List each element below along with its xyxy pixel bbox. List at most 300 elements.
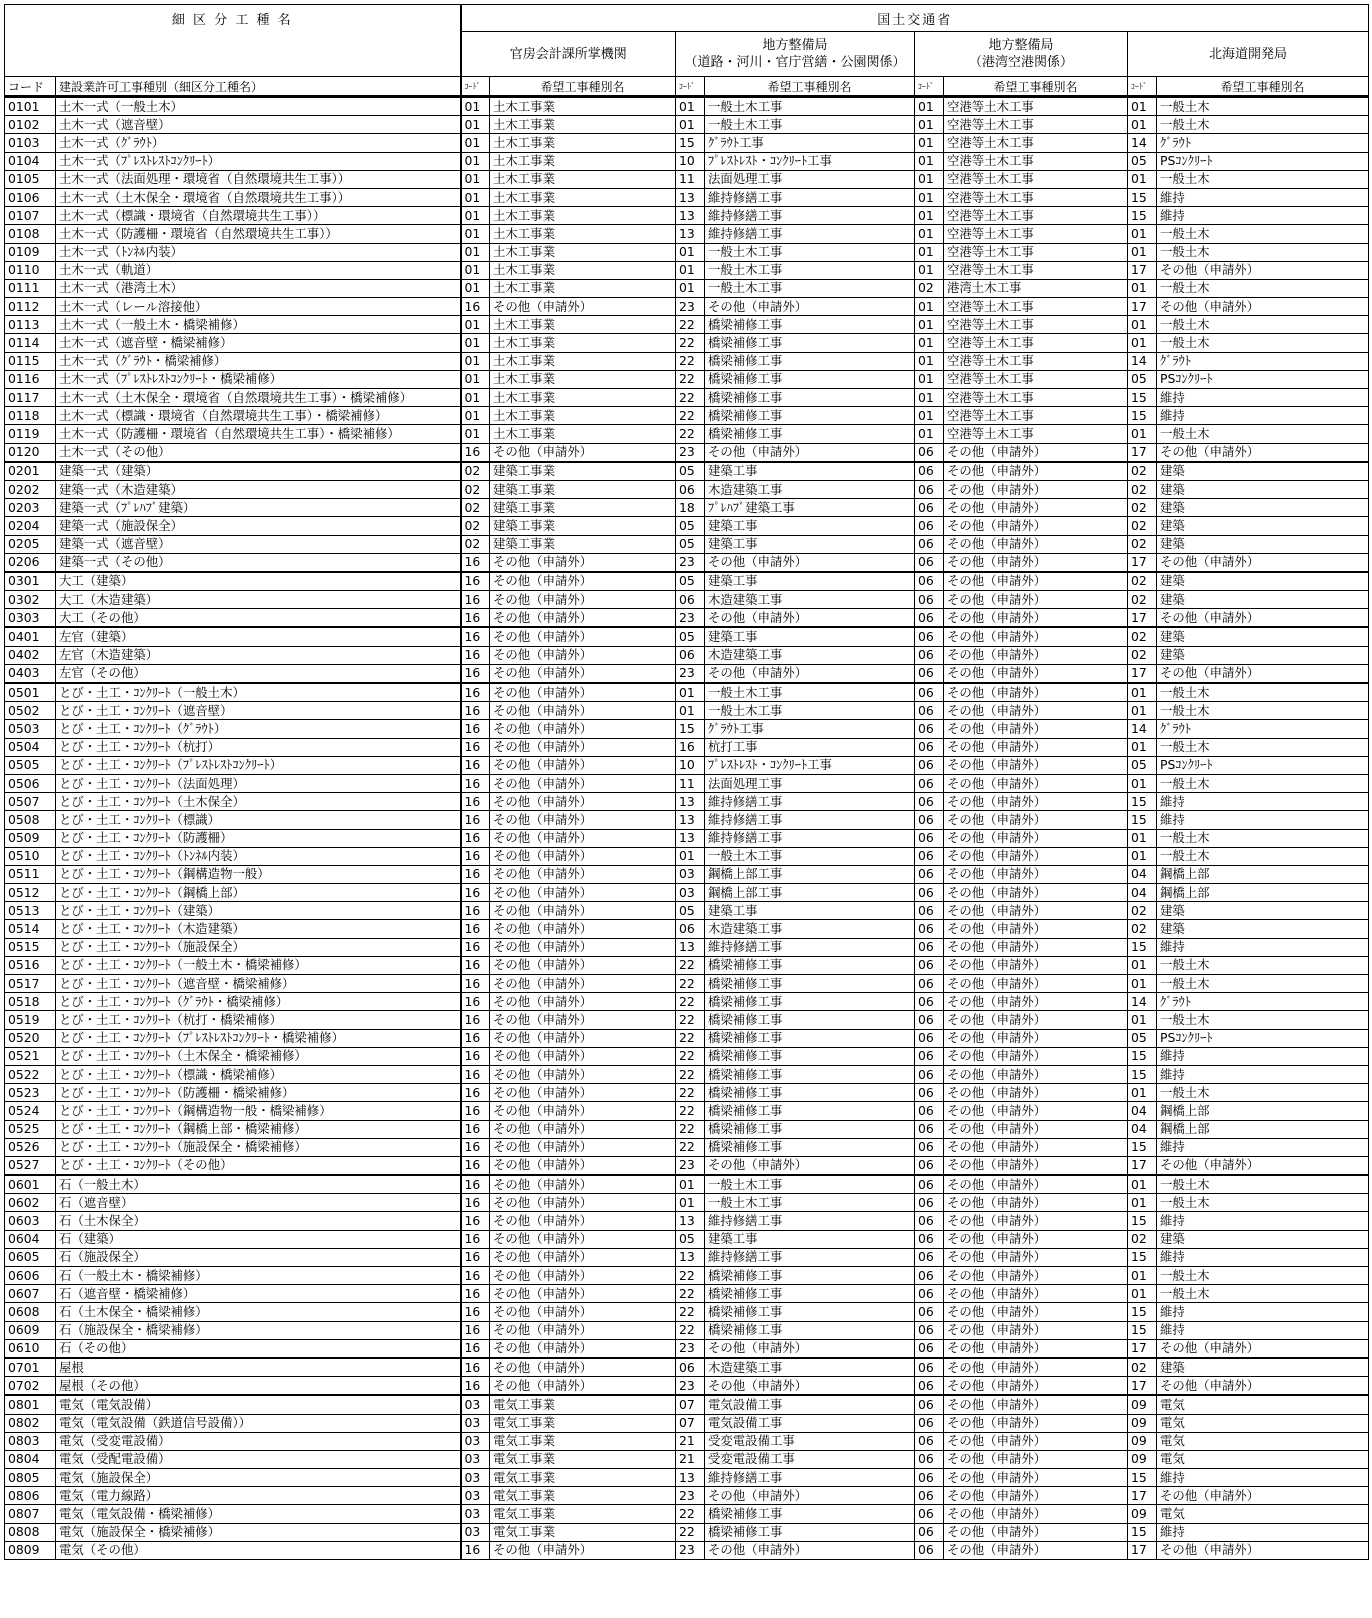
kanbo-name: その他（申請外） [490,1377,676,1396]
kanbo-name: その他（申請外） [490,1267,676,1285]
row-type: 建築一式（遮音壁） [56,535,461,553]
row-code: 0520 [5,1029,56,1047]
row-code: 0802 [5,1414,56,1432]
chihou-code: 13 [676,188,705,206]
hokkaido-name: 一般土木 [1157,170,1369,188]
port-name: その他（申請外） [944,664,1128,683]
row-code: 0501 [5,683,56,702]
hokkaido-code: 01 [1128,243,1157,261]
row-type: 土木一式（港湾土木） [56,279,461,297]
row-code: 0206 [5,553,56,572]
hokkaido-name: ｸﾞﾗｳﾄ [1157,993,1369,1011]
port-code: 06 [915,1084,944,1102]
row-code: 0806 [5,1487,56,1505]
table-row [5,1248,1369,1266]
row-code: 0805 [5,1469,56,1487]
kanbo-code: 16 [461,829,490,847]
chihou-code: 01 [676,97,705,116]
hokkaido-code: 05 [1128,152,1157,170]
group-header-kanbo: 官房会計課所掌機関 [461,32,676,77]
port-code: 06 [915,664,944,683]
port-name: その他（申請外） [944,627,1128,646]
port-name: その他（申請外） [944,1469,1128,1487]
chihou-name: 維持修繕工事 [705,1212,915,1230]
port-name: 空港等土木工事 [944,116,1128,134]
port-code: 06 [915,774,944,792]
hokkaido-code: 17 [1128,443,1157,462]
port-code: 01 [915,97,944,116]
hokkaido-code: 17 [1128,1156,1157,1175]
chihou-code: 22 [676,425,705,443]
hokkaido-code: 02 [1128,480,1157,498]
chihou-code: 05 [676,627,705,646]
hokkaido-name: 維持 [1157,1065,1369,1083]
hokkaido-name: 建築 [1157,535,1369,553]
kanbo-name: その他（申請外） [490,993,676,1011]
hokkaido-code: 01 [1128,975,1157,993]
kanbo-name: その他（申請外） [490,865,676,883]
port-code: 02 [915,279,944,297]
table-row [5,847,1369,865]
kanbo-code: 16 [461,1248,490,1266]
chihou-name: 橋梁補修工事 [705,1029,915,1047]
row-code: 0512 [5,884,56,902]
hokkaido-name: その他（申請外） [1157,664,1369,683]
hokkaido-name: 一般土木 [1157,1267,1369,1285]
port-code: 06 [915,517,944,535]
table-row [5,646,1369,664]
chihou-name: その他（申請外） [705,664,915,683]
chihou-code: 01 [676,279,705,297]
group-header-hokkaido: 北海道開発局 [1128,32,1369,77]
kanbo-code: 16 [461,811,490,829]
hokkaido-code: 05 [1128,370,1157,388]
kanbo-name: 土木工事業 [490,188,676,206]
port-name: 空港等土木工事 [944,261,1128,279]
hokkaido-code: 02 [1128,1358,1157,1377]
table-row [5,720,1369,738]
row-code: 0804 [5,1450,56,1468]
kanbo-name: 電気工事業 [490,1414,676,1432]
row-type: 土木一式（遮音壁） [56,116,461,134]
row-code: 0808 [5,1523,56,1541]
port-code: 01 [915,170,944,188]
port-name: その他（申請外） [944,756,1128,774]
table-row [5,134,1369,152]
kanbo-name: その他（申請外） [490,774,676,792]
port-code: 06 [915,499,944,517]
port-code: 06 [915,627,944,646]
port-code: 06 [915,1065,944,1083]
kanbo-name: 電気工事業 [490,1487,676,1505]
chihou-name: その他（申請外） [705,298,915,316]
row-type: 電気（施設保全・橋梁補修） [56,1523,461,1541]
hokkaido-code: 09 [1128,1414,1157,1432]
table-row [5,1432,1369,1450]
chihou-code: 23 [676,664,705,683]
kanbo-code: 16 [461,609,490,628]
table-row [5,389,1369,407]
row-type: とび・土工・ｺﾝｸﾘｰﾄ（標識・橋梁補修） [56,1065,461,1083]
hokkaido-name: 維持 [1157,1212,1369,1230]
port-name: その他（申請外） [944,1285,1128,1303]
chihou-code: 01 [676,847,705,865]
row-code: 0203 [5,499,56,517]
table-row [5,793,1369,811]
hokkaido-code: 17 [1128,1541,1157,1559]
table-row [5,443,1369,462]
hokkaido-name: その他（申請外） [1157,1339,1369,1358]
port-code: 06 [915,1414,944,1432]
hokkaido-code: 02 [1128,572,1157,591]
chihou-code: 13 [676,1248,705,1266]
table-row [5,1285,1369,1303]
kanbo-code: 16 [461,627,490,646]
port-code: 01 [915,188,944,206]
row-code: 0701 [5,1358,56,1377]
chihou-name: 維持修繕工事 [705,207,915,225]
hokkaido-code: 01 [1128,316,1157,334]
hokkaido-code: 15 [1128,1212,1157,1230]
table-row [5,261,1369,279]
row-type: 電気（電力線路） [56,1487,461,1505]
hokkaido-name: 建築 [1157,902,1369,920]
chihou-name: 一般土木工事 [705,279,915,297]
port-code: 01 [915,407,944,425]
kanbo-code: 16 [461,553,490,572]
port-name: 空港等土木工事 [944,97,1128,116]
chihou-name: 木造建築工事 [705,920,915,938]
kanbo-name: 土木工事業 [490,425,676,443]
row-code: 0102 [5,116,56,134]
table-row [5,116,1369,134]
hokkaido-name: その他（申請外） [1157,553,1369,572]
port-code: 06 [915,938,944,956]
kanbo-code: 01 [461,152,490,170]
hokkaido-name: 電気 [1157,1505,1369,1523]
kanbo-name: 建築工事業 [490,480,676,498]
port-code: 06 [915,1138,944,1156]
kanbo-name: 土木工事業 [490,243,676,261]
table-row [5,334,1369,352]
kanbo-code: 03 [461,1487,490,1505]
row-code: 0526 [5,1138,56,1156]
kanbo-name: その他（申請外） [490,572,676,591]
hokkaido-code: 02 [1128,627,1157,646]
port-code: 06 [915,975,944,993]
row-code: 0105 [5,170,56,188]
chihou-code: 11 [676,170,705,188]
kanbo-code: 16 [461,1321,490,1339]
port-code: 01 [915,134,944,152]
kanbo-name: その他（申請外） [490,298,676,316]
port-name: その他（申請外） [944,793,1128,811]
chihou-code: 22 [676,1138,705,1156]
kanbo-code: 01 [461,389,490,407]
kanbo-code: 01 [461,243,490,261]
hokkaido-name: その他（申請外） [1157,1541,1369,1559]
row-code: 0514 [5,920,56,938]
row-code: 0601 [5,1175,56,1194]
hokkaido-code: 15 [1128,1303,1157,1321]
row-code: 0403 [5,664,56,683]
table-row [5,517,1369,535]
kanbo-code: 16 [461,1084,490,1102]
row-code: 0504 [5,738,56,756]
chihou-name: 維持修繕工事 [705,793,915,811]
kanbo-code: 16 [461,938,490,956]
kanbo-name: その他（申請外） [490,702,676,720]
port-code: 06 [915,1395,944,1414]
port-name: その他（申請外） [944,1065,1128,1083]
chihou-name: 維持修繕工事 [705,1248,915,1266]
kanbo-code: 01 [461,225,490,243]
kanbo-code: 16 [461,738,490,756]
table-row [5,920,1369,938]
kanbo-code: 02 [461,535,490,553]
chihou-name: 橋梁補修工事 [705,1285,915,1303]
row-type: 石（建築） [56,1230,461,1248]
chihou-name: 電気設備工事 [705,1395,915,1414]
hokkaido-name: その他（申請外） [1157,261,1369,279]
port-name: その他（申請外） [944,1029,1128,1047]
port-name: その他（申請外） [944,847,1128,865]
hokkaido-code: 05 [1128,1029,1157,1047]
chihou-name: 橋梁補修工事 [705,316,915,334]
row-code: 0510 [5,847,56,865]
chihou-code: 13 [676,811,705,829]
row-type: とび・土工・ｺﾝｸﾘｰﾄ（鋼構造物一般・橋梁補修） [56,1102,461,1120]
port-name: その他（申請外） [944,993,1128,1011]
port-name: その他（申請外） [944,884,1128,902]
port-name: その他（申請外） [944,920,1128,938]
table-row [5,683,1369,702]
kanbo-name: 電気工事業 [490,1395,676,1414]
row-type: とび・土工・ｺﾝｸﾘｰﾄ（土木保全） [56,793,461,811]
port-code: 01 [915,152,944,170]
port-code: 06 [915,1230,944,1248]
row-type: とび・土工・ｺﾝｸﾘｰﾄ（木造建築） [56,920,461,938]
chihou-code: 07 [676,1395,705,1414]
hokkaido-code: 17 [1128,553,1157,572]
chihou-code: 22 [676,1285,705,1303]
kanbo-code: 16 [461,1377,490,1396]
kanbo-name: その他（申請外） [490,975,676,993]
row-type: とび・土工・ｺﾝｸﾘｰﾄ（ｸﾞﾗｳﾄ・橋梁補修） [56,993,461,1011]
kanbo-name: 土木工事業 [490,316,676,334]
ministry-title: 国土交通省 [461,5,1369,32]
row-type: 土木一式（レール溶接他） [56,298,461,316]
hokkaido-name: 一般土木 [1157,1285,1369,1303]
chihou-name: 橋梁補修工事 [705,1321,915,1339]
row-code: 0521 [5,1047,56,1065]
kanbo-name: 電気工事業 [490,1450,676,1468]
kanbo-code: 01 [461,279,490,297]
chihou-code: 01 [676,261,705,279]
kanbo-name: その他（申請外） [490,443,676,462]
kanbo-code: 01 [461,188,490,206]
chihou-code: 01 [676,683,705,702]
port-name: その他（申請外） [944,702,1128,720]
chihou-code: 23 [676,1541,705,1559]
hokkaido-code: 01 [1128,1267,1157,1285]
hokkaido-name: 鋼橋上部 [1157,884,1369,902]
table-row [5,188,1369,206]
port-code: 06 [915,1248,944,1266]
chihou-name: 一般土木工事 [705,702,915,720]
row-code: 0103 [5,134,56,152]
port-name: その他（申請外） [944,1450,1128,1468]
hokkaido-code: 15 [1128,207,1157,225]
row-code: 0610 [5,1339,56,1358]
table-row [5,370,1369,388]
row-type: 土木一式（法面処理・環境省（自然環境共生工事）） [56,170,461,188]
table-row [5,97,1369,116]
port-name: その他（申請外） [944,1487,1128,1505]
hokkaido-name: その他（申請外） [1157,1377,1369,1396]
port-name: その他（申請外） [944,1523,1128,1541]
hokkaido-code: 02 [1128,902,1157,920]
row-type: 石（一般土木） [56,1175,461,1194]
kanbo-name: その他（申請外） [490,847,676,865]
chihou-code: 22 [676,1011,705,1029]
hokkaido-name: PSｺﾝｸﾘｰﾄ [1157,756,1369,774]
chihou-code: 05 [676,902,705,920]
hokkaido-code: 04 [1128,1102,1157,1120]
chihou-name: 建築工事 [705,902,915,920]
port-code: 06 [915,847,944,865]
hokkaido-name: 建築 [1157,517,1369,535]
port-name: その他（申請外） [944,1175,1128,1194]
kanbo-code: 16 [461,1065,490,1083]
hokkaido-name: 鋼橋上部 [1157,1102,1369,1120]
port-name: その他（申請外） [944,938,1128,956]
kanbo-name: その他（申請外） [490,664,676,683]
port-name: その他（申請外） [944,1541,1128,1559]
chihou-name: 橋梁補修工事 [705,1065,915,1083]
port-name: 空港等土木工事 [944,134,1128,152]
row-type: とび・土工・ｺﾝｸﾘｰﾄ（杭打・橋梁補修） [56,1011,461,1029]
kanbo-code: 16 [461,572,490,591]
kanbo-code: 16 [461,1029,490,1047]
hokkaido-code: 15 [1128,1469,1157,1487]
kanbo-code: 01 [461,334,490,352]
chihou-name: 橋梁補修工事 [705,425,915,443]
chihou-code: 22 [676,316,705,334]
hokkaido-code: 01 [1128,1011,1157,1029]
hokkaido-code: 15 [1128,1248,1157,1266]
kanbo-code: 16 [461,1212,490,1230]
port-code: 06 [915,1450,944,1468]
chihou-code: 22 [676,370,705,388]
kanbo-name: 土木工事業 [490,279,676,297]
kanbo-name: その他（申請外） [490,553,676,572]
code-header: コード [5,77,56,97]
port-code: 06 [915,1285,944,1303]
table-row [5,1175,1369,1194]
kanbo-code: 16 [461,756,490,774]
hokkaido-code: 02 [1128,462,1157,481]
chihou-name: その他（申請外） [705,609,915,628]
kanbo-code: 03 [461,1432,490,1450]
row-type: とび・土工・ｺﾝｸﾘｰﾄ（その他） [56,1156,461,1175]
row-type: 建築一式（その他） [56,553,461,572]
port-name: その他（申請外） [944,1194,1128,1212]
kanbo-name: その他（申請外） [490,683,676,702]
port-code: 06 [915,553,944,572]
chihou-name: 法面処理工事 [705,774,915,792]
row-code: 0801 [5,1395,56,1414]
table-row [5,1469,1369,1487]
kanbo-code: 01 [461,370,490,388]
hokkaido-name: 一般土木 [1157,97,1369,116]
chihou-name: 一般土木工事 [705,1194,915,1212]
port-code: 01 [915,298,944,316]
table-row [5,407,1369,425]
kanbo-name: 土木工事業 [490,334,676,352]
row-code: 0201 [5,462,56,481]
sub-name-header: 希望工事種別名 [944,77,1128,97]
chihou-code: 03 [676,884,705,902]
kanbo-name: その他（申請外） [490,591,676,609]
chihou-name: その他（申請外） [705,1487,915,1505]
hokkaido-code: 01 [1128,425,1157,443]
hokkaido-name: 一般土木 [1157,279,1369,297]
chihou-name: 橋梁補修工事 [705,1523,915,1541]
table-row [5,975,1369,993]
chihou-code: 01 [676,116,705,134]
table-row [5,591,1369,609]
row-type: 土木一式（土木保全・環境省（自然環境共生工事）） [56,188,461,206]
kanbo-name: その他（申請外） [490,1047,676,1065]
port-code: 06 [915,1194,944,1212]
row-code: 0605 [5,1248,56,1266]
hokkaido-code: 14 [1128,352,1157,370]
port-code: 06 [915,1541,944,1559]
kanbo-code: 16 [461,1194,490,1212]
hokkaido-code: 01 [1128,956,1157,974]
port-code: 06 [915,756,944,774]
kanbo-code: 16 [461,1358,490,1377]
table-row [5,993,1369,1011]
work-type-table [4,4,1369,1560]
port-name: 空港等土木工事 [944,298,1128,316]
row-code: 0110 [5,261,56,279]
row-code: 0524 [5,1102,56,1120]
port-code: 01 [915,425,944,443]
row-type: 石（一般土木・橋梁補修） [56,1267,461,1285]
kanbo-name: その他（申請外） [490,1285,676,1303]
kanbo-name: その他（申請外） [490,646,676,664]
row-type: 土木一式（ﾌﾟﾚｽﾄﾚｽﾄｺﾝｸﾘｰﾄ） [56,152,461,170]
port-code: 06 [915,1212,944,1230]
table-row [5,1303,1369,1321]
port-code: 06 [915,1377,944,1396]
chihou-name: 橋梁補修工事 [705,1084,915,1102]
chihou-code: 05 [676,462,705,481]
chihou-code: 22 [676,1523,705,1541]
hokkaido-name: 一般土木 [1157,1011,1369,1029]
port-code: 01 [915,389,944,407]
group-header-chihou-road: 地方整備局 （道路・河川・官庁営繕・公園関係） [676,32,915,77]
port-name: その他（申請外） [944,975,1128,993]
kanbo-name: その他（申請外） [490,1029,676,1047]
port-name: その他（申請外） [944,720,1128,738]
chihou-code: 22 [676,1321,705,1339]
table-row [5,480,1369,498]
port-code: 06 [915,993,944,1011]
kanbo-code: 16 [461,1285,490,1303]
